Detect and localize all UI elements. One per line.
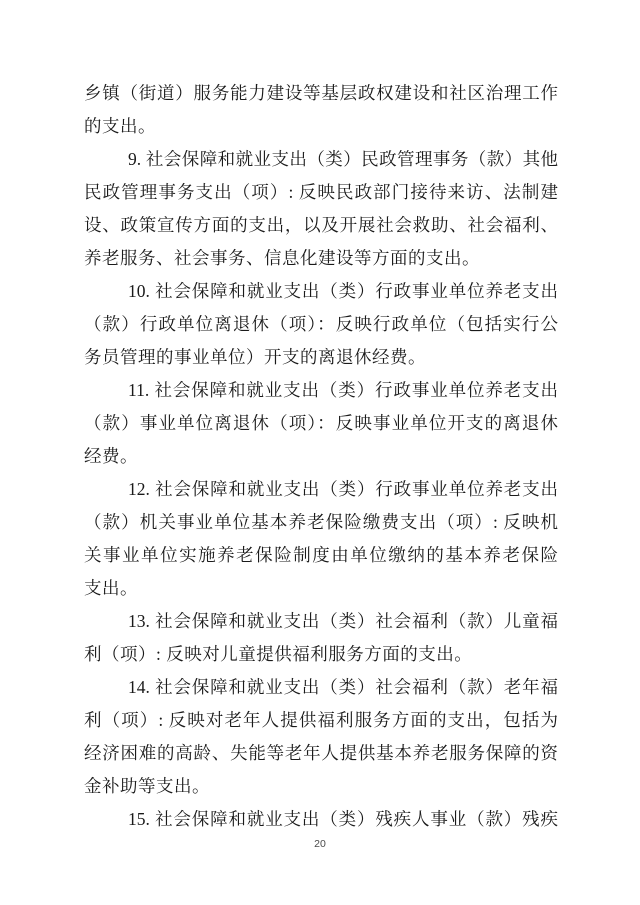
text-line: 10. 社会保障和就业支出（类）行政事业单位养老支出 bbox=[128, 281, 558, 301]
text-line: 12. 社会保障和就业支出（类）行政事业单位养老支出 bbox=[128, 479, 558, 499]
text-line: 利（项）: 反映对儿童提供福利服务方面的支出。 bbox=[84, 644, 473, 664]
text-line: 14. 社会保障和就业支出（类）社会福利（款）老年福 bbox=[128, 677, 558, 697]
text-line: 利（项）: 反映对老年人提供福利服务方面的支出，包括为 bbox=[84, 710, 558, 730]
text-line: 支出。 bbox=[84, 578, 138, 598]
text-line: （款）行政单位离退休（项）：反映行政单位（包括实行公 bbox=[84, 314, 558, 334]
text-line: 9. 社会保障和就业支出（类）民政管理事务（款）其他 bbox=[128, 149, 558, 169]
text-line: 关事业单位实施养老保险制度由单位缴纳的基本养老保险 bbox=[84, 545, 558, 565]
text-line: 务员管理的事业单位）开支的离退休经费。 bbox=[84, 347, 426, 367]
text-line: （款）事业单位离退休（项）：反映事业单位开支的离退休 bbox=[84, 413, 558, 433]
text-line: 乡镇（街道）服务能力建设等基层政权建设和社区治理工作 bbox=[84, 83, 558, 103]
page-number: 20 bbox=[314, 838, 326, 850]
text-line: 的支出。 bbox=[84, 116, 156, 136]
text-line: 经济困难的高龄、失能等老年人提供基本养老服务保障的资 bbox=[84, 743, 558, 763]
document-body bbox=[84, 77, 558, 836]
text-line: 11. 社会保障和就业支出（类）行政事业单位养老支出 bbox=[128, 380, 558, 400]
text-line: 15. 社会保障和就业支出（类）残疾人事业（款）残疾 bbox=[128, 809, 558, 829]
text-line: 民政管理事务支出（项）: 反映民政部门接待来访、法制建 bbox=[84, 182, 558, 202]
text-line: 养老服务、社会事务、信息化建设等方面的支出。 bbox=[84, 248, 480, 268]
text-line: 经费。 bbox=[84, 446, 138, 466]
text-line: 13. 社会保障和就业支出（类）社会福利（款）儿童福 bbox=[128, 611, 558, 631]
text-line: 金补助等支出。 bbox=[84, 776, 210, 796]
text-line: 设、政策宣传方面的支出，以及开展社会救助、社会福利、 bbox=[84, 215, 558, 235]
text-line: （款）机关事业单位基本养老保险缴费支出（项）: 反映机 bbox=[84, 512, 558, 532]
